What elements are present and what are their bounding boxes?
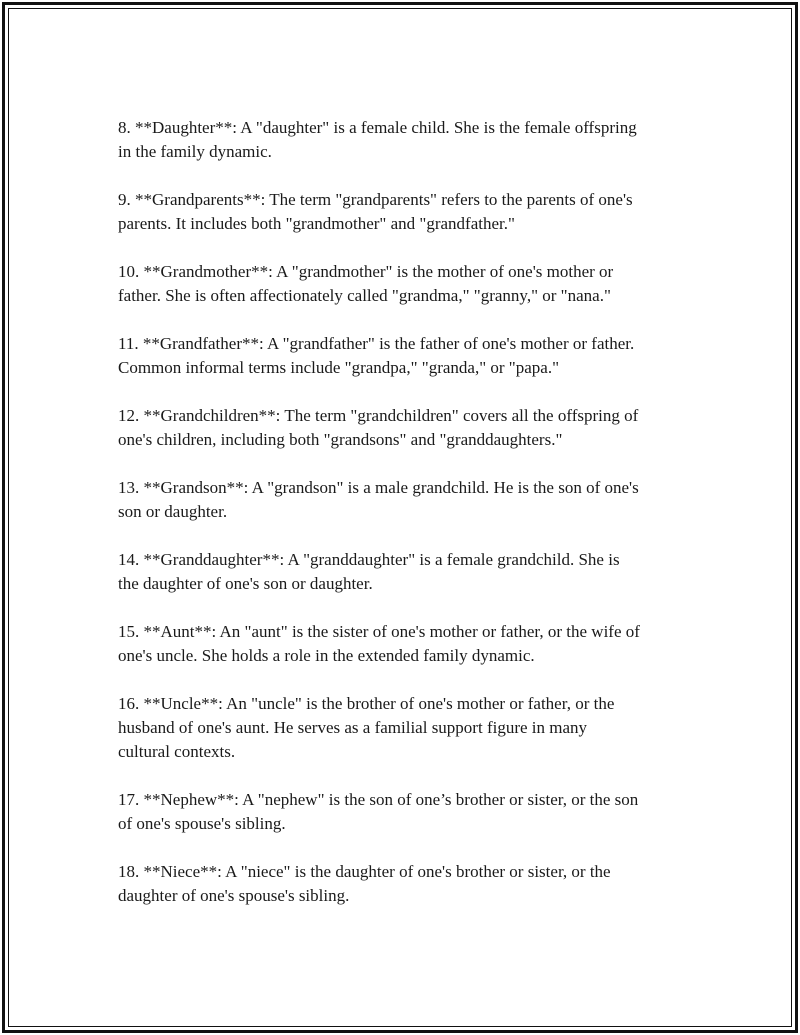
definition-item-aunt: 15. **Aunt**: An "aunt" is the sister of one's mother or father, or the wife of one's uncle. She holds a role in the extended family dynamic. (118, 622, 640, 665)
definition-item-daughter: 8. **Daughter**: A "daughter" is a female child. She is the female offspring in the family dynamic. (118, 118, 637, 161)
definition-item-grandson: 13. **Grandson**: A "grandson" is a male grandchild. He is the son of one's son or daughter. (118, 478, 639, 521)
definition-item-granddaughter: 14. **Granddaughter**: A "granddaughter" is a female grandchild. She is the daughter of one's son or daughter. (118, 550, 620, 593)
definition-item-grandparents: 9. **Grandparents**: The term "grandparents" refers to the parents of one's parents. It includes both "grandmother" and "grandfather." (118, 190, 633, 233)
definition-item-uncle: 16. **Uncle**: An "uncle" is the brother of one's mother or father, or the husband of one's aunt. He serves as a familial support figure in many cultural contexts. (118, 694, 615, 761)
definition-item-grandfather: 11. **Grandfather**: A "grandfather" is the father of one's mother or father. Common informal terms include "grandpa," "granda," or "papa." (118, 334, 635, 377)
definition-item-grandchildren: 12. **Grandchildren**: The term "grandchildren" covers all the offspring of one's children, including both "grandsons" and "granddaughters." (118, 406, 639, 449)
document-body (118, 116, 688, 932)
definition-item-grandmother: 10. **Grandmother**: A "grandmother" is the mother of one's mother or father. She is often affectionately called "grandma," "granny," or "nana." (118, 262, 614, 305)
definition-item-niece: 18. **Niece**: A "niece" is the daughter of one's brother or sister, or the daughter of one's spouse's sibling. (118, 862, 611, 905)
definition-item-nephew: 17. **Nephew**: A "nephew" is the son of one’s brother or sister, or the son of one's spouse's sibling. (118, 790, 639, 833)
